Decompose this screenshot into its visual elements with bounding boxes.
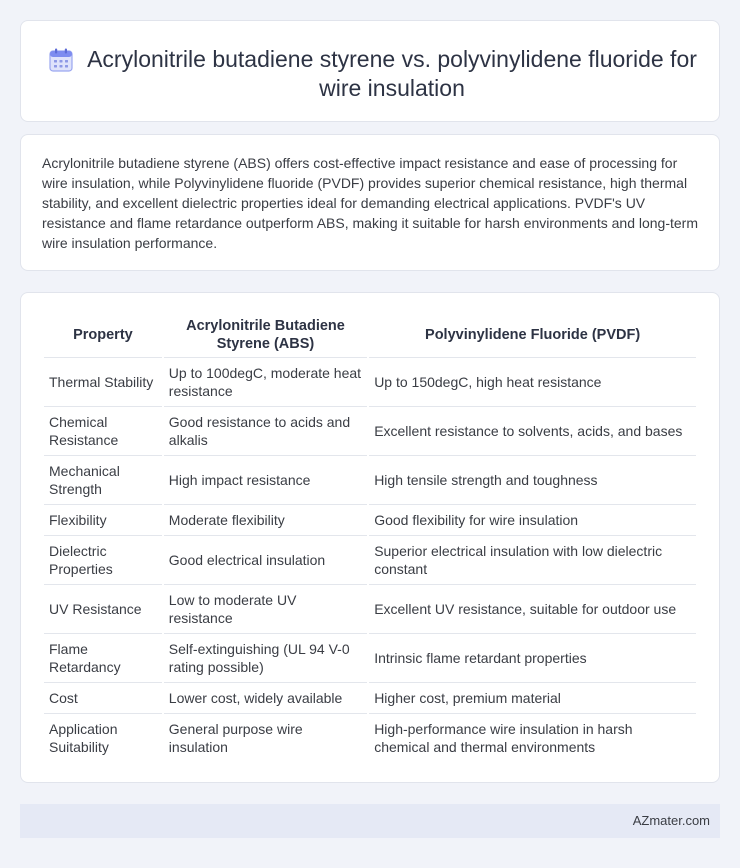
abs-cell: Low to moderate UV resistance: [164, 584, 367, 633]
table-header-row: [44, 313, 696, 357]
header-property: Property: [73, 327, 133, 343]
abs-cell: Up to 100degC, moderate heat resistance: [164, 357, 367, 406]
pvdf-cell: High-performance wire insulation in harsh chemical and thermal environments: [369, 713, 696, 762]
abs-cell: Good resistance to acids and alkalis: [164, 406, 367, 455]
pvdf-cell: Intrinsic flame retardant properties: [369, 633, 696, 682]
table-row: [44, 682, 696, 713]
table-row: [44, 455, 696, 504]
summary-text: Acrylonitrile butadiene styrene (ABS) offers cost-effective impact resistance and ease of processing for wire insulation, while Polyvinylidene fluoride (PVDF) provides superior chemical resistance, high thermal stability, and excellent dielectric properties ideal for demanding electrical applications. PVDF's UV resistance and flame retardance outperform ABS, making it suitable for harsh environments and long-term wire insulation performance.: [42, 155, 698, 251]
abs-cell: Self-extinguishing (UL 94 V-0 rating possible): [164, 633, 367, 682]
table-row: [44, 584, 696, 633]
property-cell: Flame Retardancy: [44, 633, 162, 682]
property-cell: Flexibility: [44, 504, 162, 535]
pvdf-cell: Good flexibility for wire insulation: [369, 504, 696, 535]
property-cell: Cost: [44, 682, 162, 713]
pvdf-cell: Excellent resistance to solvents, acids, and bases: [369, 406, 696, 455]
table-row: [44, 713, 696, 762]
property-cell: Thermal Stability: [44, 357, 162, 406]
pvdf-cell: Superior electrical insulation with low dielectric constant: [369, 535, 696, 584]
property-cell: Chemical Resistance: [44, 406, 162, 455]
abs-cell: General purpose wire insulation: [164, 713, 367, 762]
property-cell: Application Suitability: [44, 713, 162, 762]
pvdf-cell: Excellent UV resistance, suitable for outdoor use: [369, 584, 696, 633]
pvdf-cell: Higher cost, premium material: [369, 682, 696, 713]
header-abs: Acrylonitrile Butadiene Styrene (ABS): [186, 318, 345, 352]
comparison-table: [42, 313, 698, 762]
table-row: [44, 633, 696, 682]
footer-brand[interactable]: AZmater.com: [632, 813, 710, 828]
abs-cell: High impact resistance: [164, 455, 367, 504]
pvdf-cell: Up to 150degC, high heat resistance: [369, 357, 696, 406]
table-row: [44, 357, 696, 406]
header-pvdf: Polyvinylidene Fluoride (PVDF): [425, 327, 641, 343]
table-row: [44, 504, 696, 535]
summary-card: [20, 134, 720, 271]
abs-cell: Good electrical insulation: [164, 535, 367, 584]
title-row: [21, 21, 719, 121]
page-title: Acrylonitrile butadiene styrene vs. polyvinylidene fluoride for wire insulation: [87, 46, 697, 101]
property-cell: Mechanical Strength: [44, 455, 162, 504]
property-cell: UV Resistance: [44, 584, 162, 633]
header-card: [20, 20, 720, 122]
abs-cell: Lower cost, widely available: [164, 682, 367, 713]
property-cell: Dielectric Properties: [44, 535, 162, 584]
table-card: [20, 292, 720, 783]
table-row: [44, 406, 696, 455]
footer-bar: [20, 804, 720, 838]
pvdf-cell: High tensile strength and toughness: [369, 455, 696, 504]
table-row: [44, 535, 696, 584]
calendar-icon: [48, 47, 74, 73]
abs-cell: Moderate flexibility: [164, 504, 367, 535]
